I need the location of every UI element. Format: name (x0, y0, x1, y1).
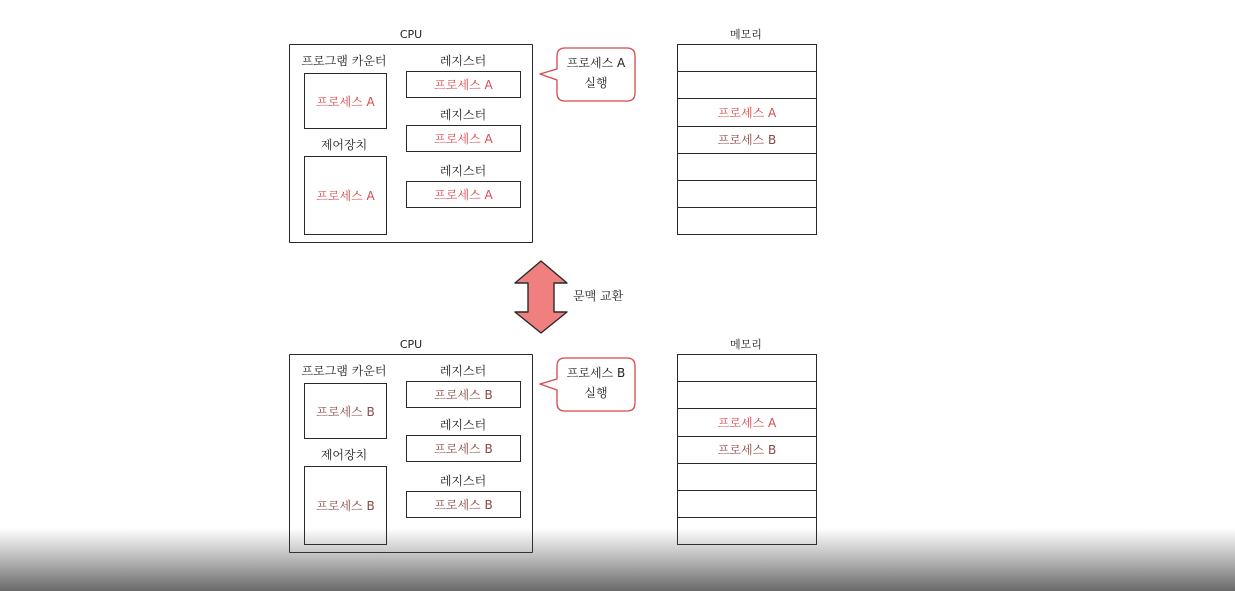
section-process-a (0, 26, 1235, 256)
bubble-run-label: 실행 (584, 76, 608, 90)
program-counter-box: 프로세스 B (304, 383, 387, 439)
register-label: 레지스터 (439, 364, 487, 378)
memory-cell: 프로세스 B (678, 437, 816, 464)
cpu-title: CPU (399, 338, 423, 351)
control-unit-box: 프로세스 A (304, 156, 387, 235)
program-counter-label: 프로그램 카운터 (301, 54, 387, 68)
bubble-process-label: 프로세스 A (566, 56, 626, 70)
register-box: 프로세스 A (406, 125, 521, 152)
memory-cell: 프로세스 B (678, 127, 816, 154)
memory-title: 메모리 (730, 28, 762, 41)
memory-column (677, 44, 817, 235)
register-box: 프로세스 B (406, 381, 521, 408)
speech-bubble-text (557, 53, 635, 93)
register-label: 레지스터 (439, 108, 487, 122)
memory-cell (678, 382, 816, 409)
register-box: 프로세스 A (406, 181, 521, 208)
program-counter-box: 프로세스 A (304, 73, 387, 129)
speech-bubble (557, 47, 635, 101)
memory-cell: 프로세스 A (678, 409, 816, 436)
register-label: 레지스터 (439, 474, 487, 488)
register-box: 프로세스 B (406, 435, 521, 462)
bubble-process-label: 프로세스 B (566, 366, 626, 380)
section-process-b (0, 336, 1235, 566)
memory-cell (678, 491, 816, 518)
speech-bubble (557, 357, 635, 411)
register-label: 레지스터 (439, 164, 487, 178)
register-label: 레지스터 (439, 54, 487, 68)
memory-cell (678, 45, 816, 72)
memory-cell (678, 154, 816, 181)
memory-cell (678, 208, 816, 235)
memory-cell: 프로세스 A (678, 99, 816, 126)
memory-cell (678, 72, 816, 99)
memory-title: 메모리 (730, 338, 762, 351)
context-switch-label: 문맥 교환 (573, 289, 624, 303)
speech-bubble-text (557, 363, 635, 403)
memory-cell (678, 518, 816, 545)
program-counter-label: 프로그램 카운터 (301, 364, 387, 378)
memory-column (677, 354, 817, 545)
memory-cell (678, 355, 816, 382)
bubble-run-label: 실행 (584, 386, 608, 400)
memory-cell (678, 464, 816, 491)
register-label: 레지스터 (439, 418, 487, 432)
control-unit-label: 제어장치 (320, 448, 368, 462)
register-box: 프로세스 A (406, 71, 521, 98)
register-box: 프로세스 B (406, 491, 521, 518)
memory-cell (678, 181, 816, 208)
control-unit-box: 프로세스 B (304, 466, 387, 545)
control-unit-label: 제어장치 (320, 138, 368, 152)
cpu-title: CPU (399, 28, 423, 41)
